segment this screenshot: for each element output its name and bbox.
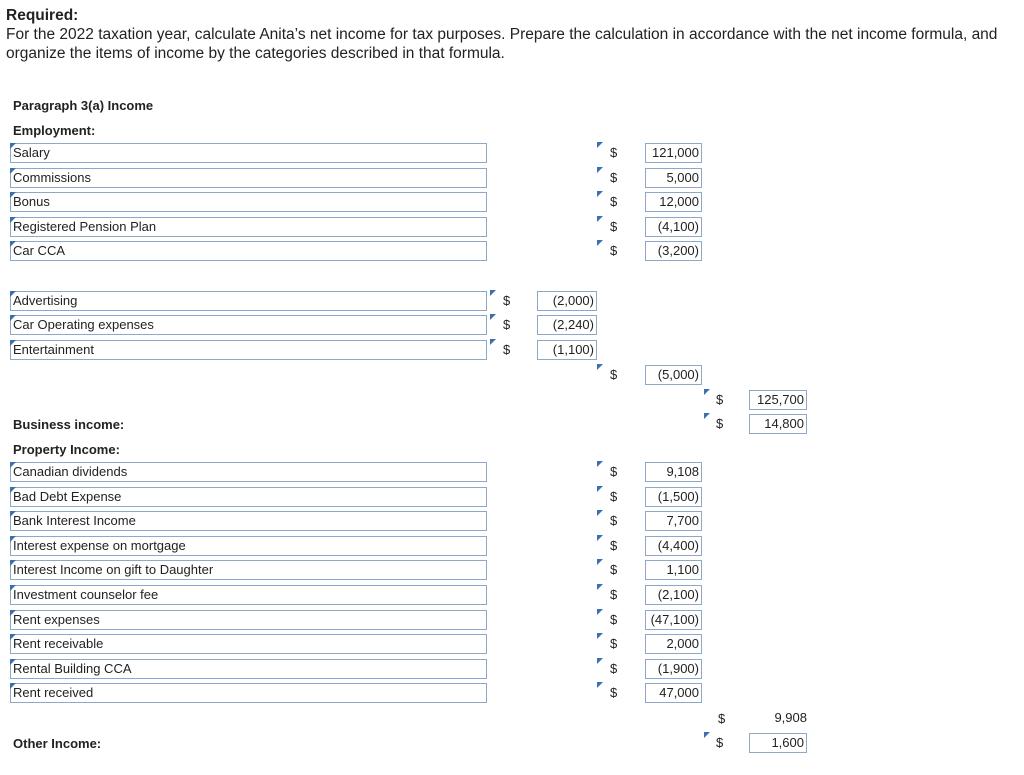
dollar-sign: $ <box>610 587 618 602</box>
dollar-sign: $ <box>610 513 618 528</box>
property-item-label[interactable]: Interest expense on mortgage <box>10 536 487 556</box>
property-item-label[interactable]: Rental Building CCA <box>10 659 487 679</box>
other-total-input[interactable]: 1,600 <box>749 733 807 753</box>
property-amount-cell <box>597 510 704 532</box>
dropdown-marker-icon <box>597 658 603 664</box>
expense-amount-cell <box>490 339 598 361</box>
property-amount-input[interactable]: (47,100) <box>645 610 702 630</box>
property-item-label[interactable]: Interest Income on gift to Daughter <box>10 560 487 580</box>
property-total-cell <box>704 708 808 730</box>
property-amount-cell <box>597 658 704 680</box>
dropdown-marker-icon <box>597 240 603 246</box>
employment-amount-cell <box>597 142 704 164</box>
dollar-sign: $ <box>716 416 724 431</box>
dollar-sign: $ <box>610 367 618 382</box>
dollar-sign: $ <box>610 219 618 234</box>
property-amount-input[interactable]: (1,500) <box>645 487 702 507</box>
property-amount-cell <box>597 682 704 704</box>
employment-heading: Employment: <box>13 123 96 138</box>
other-total-cell <box>704 732 808 754</box>
dropdown-marker-icon <box>490 290 496 296</box>
property-item-label[interactable]: Rent expenses <box>10 610 487 630</box>
dollar-sign: $ <box>610 612 618 627</box>
dollar-sign: $ <box>610 170 618 185</box>
dropdown-marker-icon <box>704 413 710 419</box>
dropdown-marker-icon <box>490 339 496 345</box>
dropdown-marker-icon <box>597 510 603 516</box>
dollar-sign: $ <box>610 464 618 479</box>
business-total-input[interactable]: 14,800 <box>749 414 807 434</box>
property-item-label[interactable]: Canadian dividends <box>10 462 487 482</box>
property-amount-cell <box>597 559 704 581</box>
dropdown-marker-icon <box>597 167 603 173</box>
employment-item-label[interactable]: Commissions <box>10 168 487 188</box>
dollar-sign: $ <box>610 538 618 553</box>
employment-amount-cell <box>597 240 704 262</box>
dropdown-marker-icon <box>597 609 603 615</box>
property-amount-input[interactable]: 47,000 <box>645 683 702 703</box>
dollar-sign: $ <box>610 489 618 504</box>
property-amount-input[interactable]: (1,900) <box>645 659 702 679</box>
employment-total-cell <box>704 389 808 411</box>
dropdown-marker-icon <box>597 461 603 467</box>
employment-item-label[interactable]: Registered Pension Plan <box>10 217 487 237</box>
dollar-sign: $ <box>610 636 618 651</box>
dollar-sign: $ <box>610 562 618 577</box>
employment-item-label[interactable]: Salary <box>10 143 487 163</box>
business-total-cell <box>704 413 808 435</box>
property-amount-cell <box>597 535 704 557</box>
dropdown-marker-icon <box>704 732 710 738</box>
expense-amount-cell <box>490 290 598 312</box>
required-label: Required: <box>6 7 79 24</box>
dropdown-marker-icon <box>490 314 496 320</box>
property-amount-cell <box>597 584 704 606</box>
dollar-sign: $ <box>716 735 724 750</box>
dropdown-marker-icon <box>597 584 603 590</box>
dropdown-marker-icon <box>597 682 603 688</box>
expense-subtotal-input[interactable]: (5,000) <box>645 365 702 385</box>
expense-amount-input[interactable]: (2,000) <box>537 291 597 311</box>
employment-total-input[interactable]: 125,700 <box>749 390 807 410</box>
expense-amount-cell <box>490 314 598 336</box>
employment-item-label[interactable]: Bonus <box>10 192 487 212</box>
dropdown-marker-icon <box>597 559 603 565</box>
dropdown-marker-icon <box>597 142 603 148</box>
property-amount-cell <box>597 609 704 631</box>
expense-item-label[interactable]: Entertainment <box>10 340 487 360</box>
property-item-label[interactable]: Bad Debt Expense <box>10 487 487 507</box>
dollar-sign: $ <box>503 293 511 308</box>
property-amount-input[interactable]: (4,400) <box>645 536 702 556</box>
property-amount-input[interactable]: 9,108 <box>645 462 702 482</box>
dollar-sign: $ <box>718 711 726 726</box>
employment-amount-input[interactable]: 121,000 <box>645 143 702 163</box>
dropdown-marker-icon <box>597 364 603 370</box>
dollar-sign: $ <box>610 145 618 160</box>
dropdown-marker-icon <box>597 216 603 222</box>
property-amount-input[interactable]: (2,100) <box>645 585 702 605</box>
employment-amount-input[interactable]: 12,000 <box>645 192 702 212</box>
instructions-text: For the 2022 taxation year, calculate Anita’s net income for tax purposes. Prepare the calculation in accordance with the net income formula, and organize the items of income by the categories described in that formula. <box>6 26 998 62</box>
property-amount-cell <box>597 461 704 483</box>
expense-item-label[interactable]: Car Operating expenses <box>10 315 487 335</box>
dropdown-marker-icon <box>597 486 603 492</box>
property-amount-input[interactable]: 7,700 <box>645 511 702 531</box>
employment-amount-cell <box>597 216 704 238</box>
dropdown-marker-icon <box>597 191 603 197</box>
employment-amount-input[interactable]: (3,200) <box>645 241 702 261</box>
employment-item-label[interactable]: Car CCA <box>10 241 487 261</box>
property-item-label[interactable]: Rent received <box>10 683 487 703</box>
employment-amount-input[interactable]: (4,100) <box>645 217 702 237</box>
dropdown-marker-icon <box>597 633 603 639</box>
dollar-sign: $ <box>610 685 618 700</box>
dropdown-marker-icon <box>597 535 603 541</box>
property-item-label[interactable]: Rent receivable <box>10 634 487 654</box>
dollar-sign: $ <box>610 661 618 676</box>
paragraph-3a-heading: Paragraph 3(a) Income <box>13 98 154 113</box>
expense-subtotal-cell <box>597 364 704 386</box>
other-income-heading: Other Income: <box>13 736 102 751</box>
dollar-sign: $ <box>610 194 618 209</box>
expense-amount-input[interactable]: (1,100) <box>537 340 597 360</box>
employment-amount-cell <box>597 191 704 213</box>
expense-amount-input[interactable]: (2,240) <box>537 315 597 335</box>
property-amount-input[interactable]: 2,000 <box>645 634 702 654</box>
dropdown-marker-icon <box>704 389 710 395</box>
employment-amount-input[interactable]: 5,000 <box>645 168 702 188</box>
property-item-label[interactable]: Investment counselor fee <box>10 585 487 605</box>
dollar-sign: $ <box>503 317 511 332</box>
dollar-sign: $ <box>503 342 511 357</box>
property-total-value: 9,908 <box>774 710 807 725</box>
property-item-label[interactable]: Bank Interest Income <box>10 511 487 531</box>
expense-item-label[interactable]: Advertising <box>10 291 487 311</box>
dollar-sign: $ <box>610 243 618 258</box>
property-amount-cell <box>597 486 704 508</box>
employment-amount-cell <box>597 167 704 189</box>
instructions-header <box>6 6 1016 63</box>
property-amount-input[interactable]: 1,100 <box>645 560 702 580</box>
business-income-heading: Business income: <box>13 417 125 432</box>
dollar-sign: $ <box>716 392 724 407</box>
property-income-heading: Property Income: <box>13 442 120 457</box>
property-amount-cell <box>597 633 704 655</box>
